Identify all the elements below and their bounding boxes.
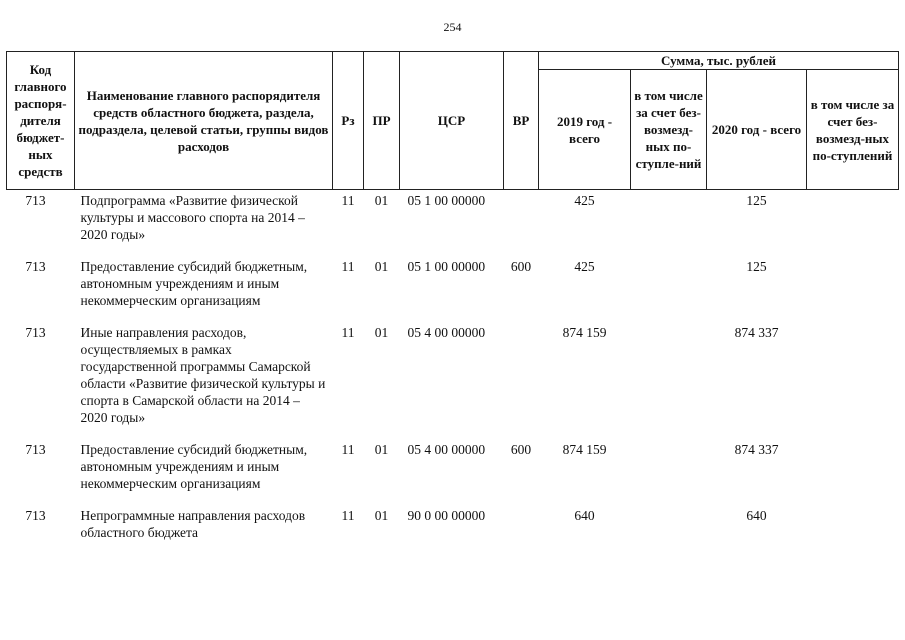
cell-csr: 05 1 00 00000 [407,193,486,208]
header-2019-free: в том числе за счет без-возмезд-ных по-ступле-ний [631,70,707,190]
cell-code: 713 [25,442,46,457]
cell-vr [504,507,539,556]
cell-rz: 11 [341,442,355,457]
cell-2020-free [807,324,899,441]
cell-code: 713 [25,259,46,274]
cell-2019-free [631,324,707,441]
cell-2020-total: 640 [746,508,767,523]
cell-2020-total: 125 [746,193,767,208]
header-2019-total: 2019 год - всего [539,70,631,190]
cell-2019-total: 874 159 [562,325,607,340]
cell-vr [504,190,539,259]
header-sum-group: Сумма, тыс. рублей [539,52,899,70]
header-rz: Рз [333,52,364,190]
page-number: 254 [443,20,462,34]
cell-code: 713 [25,325,46,340]
header-pr: ПР [364,52,400,190]
cell-name: Непрограммные направления расходов областного бюджета [80,508,306,540]
cell-pr: 01 [374,259,389,274]
header-name: Наименование главного распорядителя средств областного бюджета, раздела, подраздела, целевой статьи, группы видов расходов [75,52,333,190]
table-row [7,441,899,507]
cell-2020-free [807,507,899,556]
table-row [7,324,899,441]
cell-pr: 01 [374,325,389,340]
cell-2019-total: 425 [574,193,595,208]
cell-2019-free [631,441,707,507]
cell-csr: 05 4 00 00000 [407,325,486,340]
cell-name: Предоставление субсидий бюджетным, автономным учреждениям и иным некоммерческим организациям [80,259,308,308]
cell-2020-total: 125 [746,259,767,274]
cell-csr: 05 1 00 00000 [407,259,486,274]
header-2020-free: в том числе за счет без-возмезд-ных по-ступлений [807,70,899,190]
table-row [7,507,899,556]
cell-pr: 01 [374,508,389,523]
cell-csr: 05 4 00 00000 [407,442,486,457]
cell-2019-free [631,258,707,324]
cell-name: Иные направления расходов, осуществляемых в рамках государственной программы Самарской области «Развитие физической культуры и спорта в Самарской области на 2014 – 2020 годы» [80,325,326,425]
cell-pr: 01 [374,442,389,457]
cell-name: Предоставление субсидий бюджетным, автономным учреждениям и иным некоммерческим организациям [80,442,308,491]
cell-2020-total: 874 337 [734,442,779,457]
header-code: Код главного распоря-дителя бюджет-ных средств [7,52,75,190]
cell-rz: 11 [341,259,355,274]
cell-2019-total: 640 [574,508,595,523]
cell-2020-total: 874 337 [734,325,779,340]
cell-vr [504,324,539,441]
cell-2020-free [807,190,899,259]
header-vr: ВР [504,52,539,190]
cell-rz: 11 [341,325,355,340]
cell-vr: 600 [510,259,532,274]
cell-2019-total: 425 [574,259,595,274]
cell-2020-free [807,258,899,324]
table-row [7,258,899,324]
cell-pr: 01 [374,193,389,208]
cell-rz: 11 [341,193,355,208]
budget-table [6,51,899,556]
cell-2020-free [807,441,899,507]
cell-code: 713 [25,508,46,523]
cell-rz: 11 [341,508,355,523]
cell-2019-free [631,507,707,556]
table-row [7,190,899,259]
cell-name: Подпрограмма «Развитие физической культуры и массового спорта на 2014 – 2020 годы» [80,193,305,242]
cell-code: 713 [25,193,46,208]
header-2020-total: 2020 год - всего [707,70,807,190]
cell-vr: 600 [510,442,532,457]
cell-csr: 90 0 00 00000 [407,508,486,523]
cell-2019-total: 874 159 [562,442,607,457]
header-csr: ЦСР [400,52,504,190]
cell-2019-free [631,190,707,259]
